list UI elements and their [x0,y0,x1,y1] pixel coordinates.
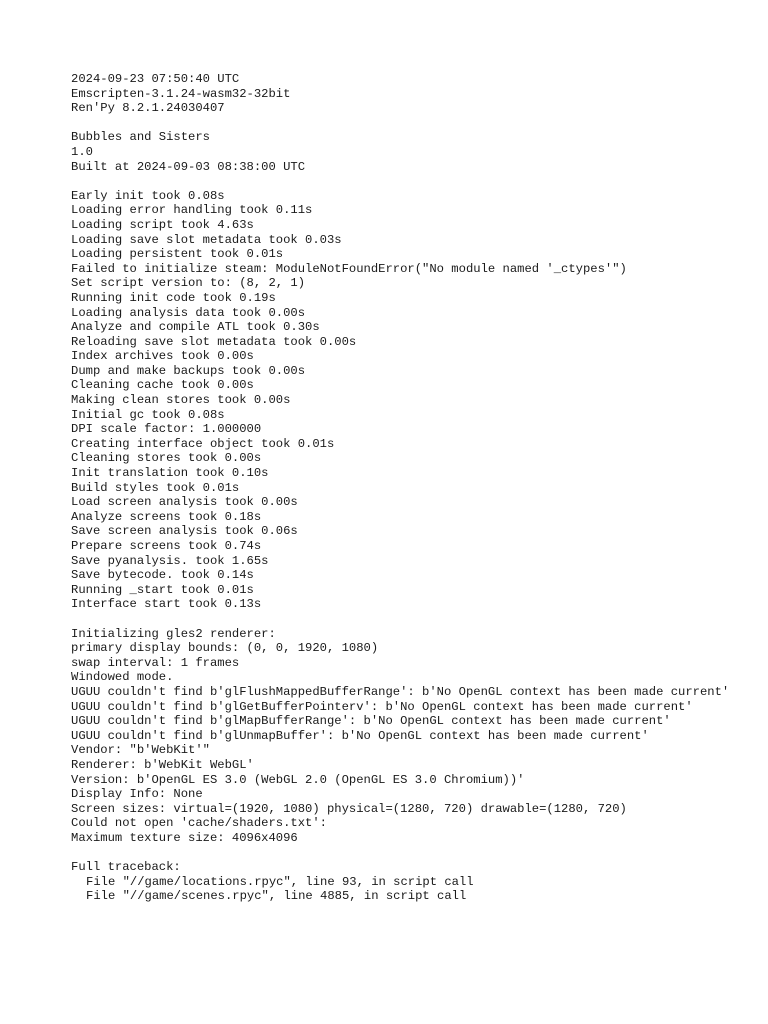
log-line: Loading error handling took 0.11s [71,203,313,218]
log-line: Failed to initialize steam: ModuleNotFoundError("No module named '_ctypes'") [71,261,627,276]
log-timestamp: 2024-09-23 07:50:40 UTC [71,72,240,86]
header-block [71,72,761,116]
log-line: Init translation took 0.10s [71,466,269,481]
traceback-frame: File "//game/locations.rpyc", line 93, in script call [86,874,474,889]
log-line: Running _start took 0.01s [71,582,254,597]
log-line: Early init took 0.08s [71,188,225,203]
renpy-version-line: Ren'Py 8.2.1.24030407 [71,101,225,116]
log-line: Cleaning stores took 0.00s [71,451,262,466]
log-line: UGUU couldn't find b'glUnmapBuffer': b'No OpenGL context has been made current' [71,728,649,743]
log-line: Save pyanalysis. took 1.65s [71,553,269,568]
log-line: UGUU couldn't find b'glFlushMappedBufferRange': b'No OpenGL context has been made current' [71,684,730,699]
platform-line: Emscripten-3.1.24-wasm32-32bit [71,86,291,101]
log-line: primary display bounds: (0, 0, 1920, 1080) [71,641,379,656]
game-version: 1.0 [71,144,93,159]
log-line: Renderer: b'WebKit WebGL' [71,757,254,772]
log-line: Set script version to: (8, 2, 1) [71,276,306,291]
log-line: Save bytecode. took 0.14s [71,568,254,583]
log-line: Vendor: "b'WebKit'" [71,743,210,758]
log-line: DPI scale factor: 1.000000 [71,422,262,437]
log-line: Index archives took 0.00s [71,349,254,364]
log-line: Interface start took 0.13s [71,597,262,612]
log-line: Analyze screens took 0.18s [71,509,262,524]
traceback-frames [71,875,761,904]
log-line: Initializing gles2 renderer: [71,626,276,641]
log-line: Dump and make backups took 0.00s [71,363,306,378]
game-name: Bubbles and Sisters [71,130,210,145]
log-line: Cleaning cache took 0.00s [71,378,254,393]
traceback-block [71,860,761,904]
log-line: Screen sizes: virtual=(1920, 1080) physical=(1280, 720) drawable=(1280, 720) [71,801,627,816]
log-line: Analyze and compile ATL took 0.30s [71,320,320,335]
log-line: Initial gc took 0.08s [71,407,225,422]
log-line: Loading save slot metadata took 0.03s [71,232,342,247]
log-line: Save screen analysis took 0.06s [71,524,298,539]
log-line: Version: b'OpenGL ES 3.0 (WebGL 2.0 (OpenGL ES 3.0 Chromium))' [71,772,525,787]
log-line: Loading analysis data took 0.00s [71,305,306,320]
log-line: Loading persistent took 0.01s [71,247,284,262]
log-line: Loading script took 4.63s [71,217,254,232]
init-log-block [71,189,761,612]
log-line: swap interval: 1 frames [71,655,240,670]
log-line: Running init code took 0.19s [71,290,276,305]
traceback-frame: File "//game/scenes.rpyc", line 4885, in script call [86,889,467,904]
console-log [71,72,761,918]
build-time: Built at 2024-09-03 08:38:00 UTC [71,159,306,174]
log-line: Making clean stores took 0.00s [71,393,291,408]
log-line: Creating interface object took 0.01s [71,436,335,451]
log-line: UGUU couldn't find b'glGetBufferPointerv': b'No OpenGL context has been made current' [71,699,693,714]
renderer-log-block [71,627,761,846]
log-line: Load screen analysis took 0.00s [71,495,298,510]
log-line: Prepare screens took 0.74s [71,539,262,553]
log-line: Maximum texture size: 4096x4096 [71,830,298,845]
log-line: Display Info: None [71,787,203,802]
log-line: Windowed mode. [71,670,174,685]
log-line: Reloading save slot metadata took 0.00s [71,334,357,349]
log-line: Could not open 'cache/shaders.txt': [71,816,327,831]
game-info-block [71,130,761,174]
traceback-heading: Full traceback: [71,860,181,875]
log-line: UGUU couldn't find b'glMapBufferRange': b'No OpenGL context has been made current' [71,714,671,729]
log-line: Build styles took 0.01s [71,480,240,495]
